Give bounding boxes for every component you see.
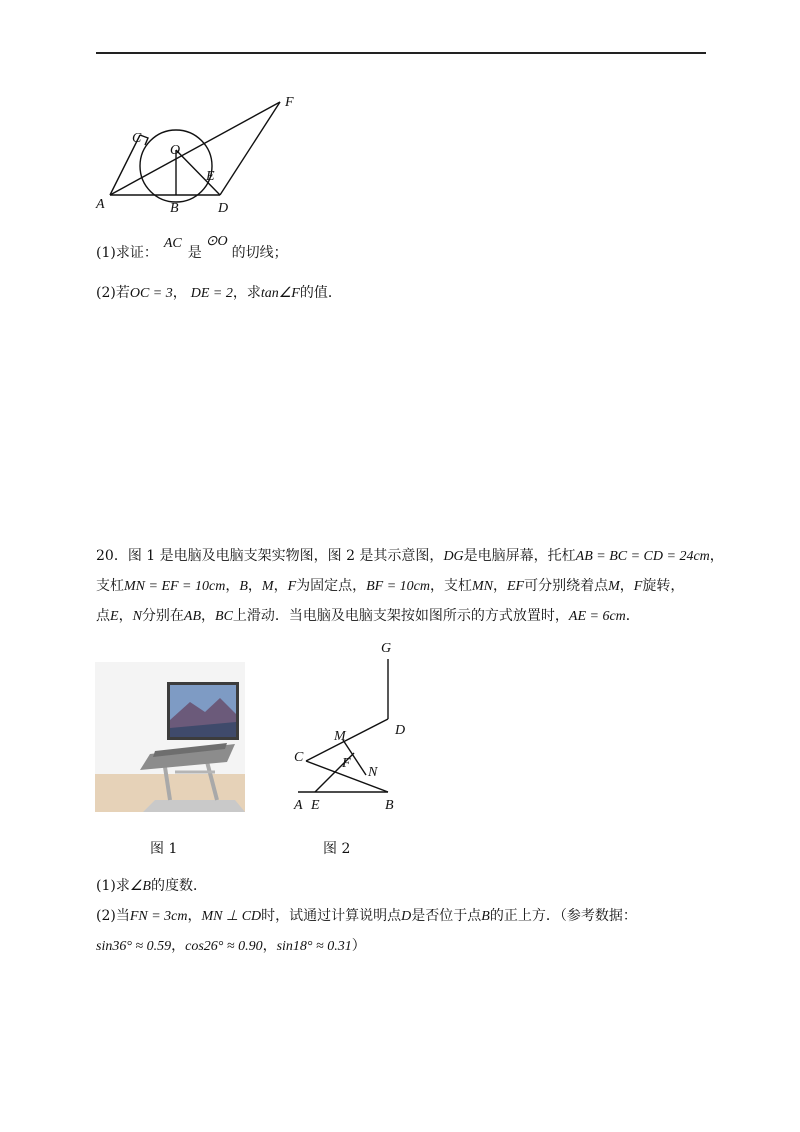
label-c: C bbox=[132, 131, 142, 146]
label-a: A bbox=[96, 197, 105, 212]
header-rule bbox=[96, 52, 706, 54]
label-d: D bbox=[218, 201, 229, 216]
q20-line3: 点E，N分别在AB，BC上滑动．当电脑及电脑支架按如图所示的方式放置时，AE = 6cm． bbox=[96, 608, 640, 624]
segment-af bbox=[110, 102, 280, 195]
label-d2: D bbox=[395, 723, 406, 738]
label-b: B bbox=[170, 201, 179, 216]
segment-cd bbox=[306, 719, 388, 761]
label-o: O bbox=[170, 143, 181, 158]
q20-part2-reference: sin36° ≈ 0.59，cos26° ≈ 0.90，sin18° ≈ 0.31） bbox=[96, 938, 366, 954]
label-g: G bbox=[381, 641, 392, 656]
laptop-stand-photo bbox=[95, 662, 245, 812]
q19-part1: (1)求证：AC是⊙O的切线； bbox=[96, 234, 288, 261]
caption-figure-1: 图 1 bbox=[150, 841, 178, 857]
caption-figure-2: 图 2 bbox=[323, 841, 351, 857]
label-f2: F bbox=[342, 756, 351, 771]
label-c2: C bbox=[294, 750, 304, 765]
label-e: E bbox=[206, 169, 215, 184]
q20-part2: (2)当FN = 3cm，MN ⊥ CD时，试通过计算说明点D是否位于点B的正上方．（参考数据： bbox=[96, 908, 637, 924]
label-m: M bbox=[334, 729, 346, 744]
label-e2: E bbox=[311, 798, 320, 813]
q20-line2: 支杠MN = EF = 10cm，B，M，F为固定点，BF = 10cm，支杠MN，EF可分别绕着点M，F旋转， bbox=[96, 578, 685, 594]
geometry-figure-circle bbox=[90, 92, 310, 222]
segment-df bbox=[220, 102, 280, 195]
label-f: F bbox=[285, 95, 294, 110]
label-a2: A bbox=[294, 798, 303, 813]
q20-line1: 20．图 1 是电脑及电脑支架实物图，图 2 是其示意图，DG是电脑屏幕，托杠AB = BC = CD = 24cm， bbox=[96, 548, 724, 564]
label-b2: B bbox=[385, 798, 394, 813]
q20-part1: (1)求∠B的度数． bbox=[96, 878, 207, 894]
label-n: N bbox=[368, 765, 378, 780]
q19-part2: (2)若OC = 3， DE = 2，求tan∠F的值． bbox=[96, 285, 342, 301]
geometry-figure-stand bbox=[288, 640, 418, 815]
